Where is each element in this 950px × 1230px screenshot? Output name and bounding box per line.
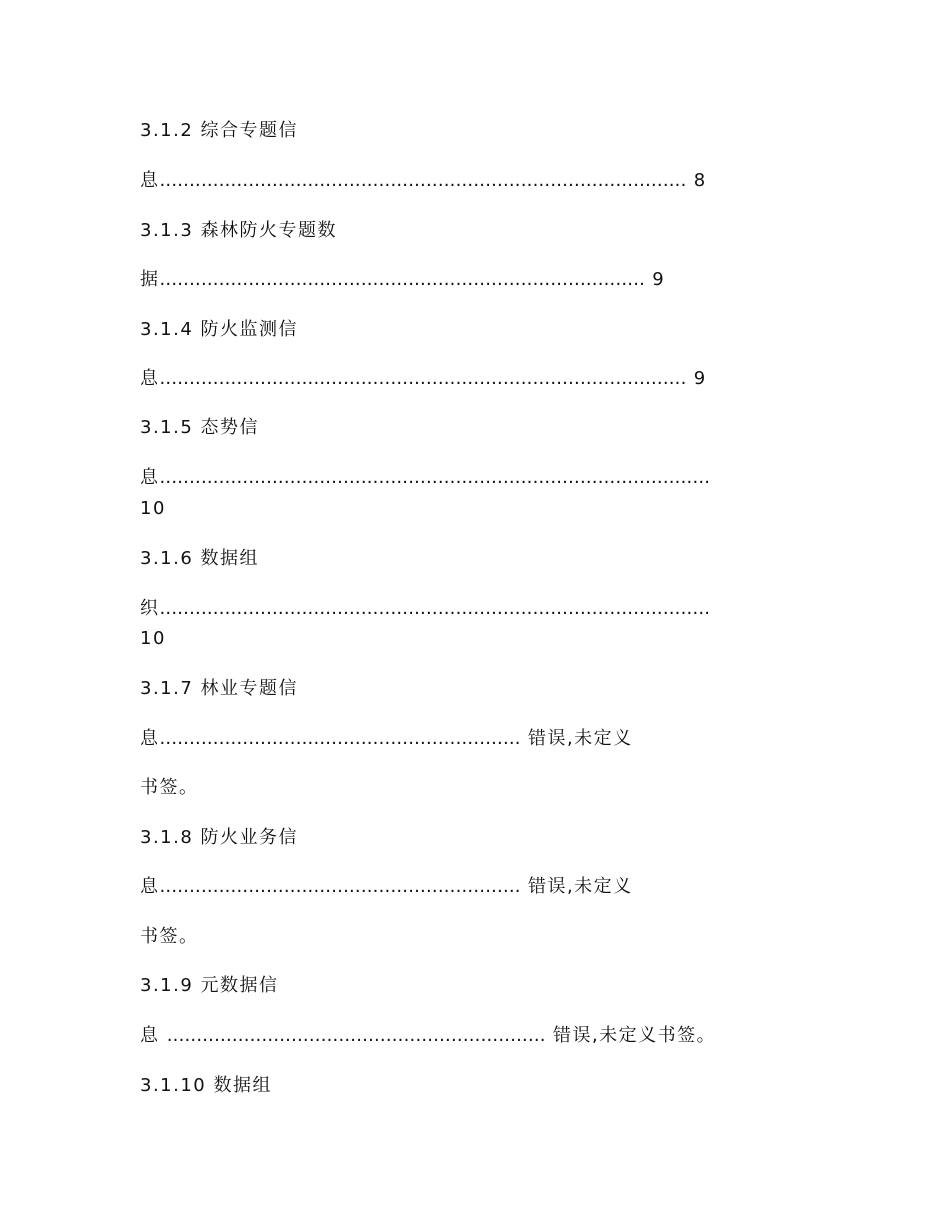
toc-heading: 3.1.10 数据组	[140, 1075, 272, 1096]
toc-heading: 3.1.6 数据组	[140, 548, 260, 569]
toc-lead: 据	[140, 269, 160, 290]
toc-error-text: 错误,未定义	[520, 876, 633, 897]
toc-entry-line[interactable]	[140, 367, 707, 391]
toc-heading: 3.1.2 综合专题信	[140, 120, 299, 141]
toc-heading: 3.1.5 态势信	[140, 417, 260, 438]
toc-leader-dots: .........................................................................................	[159, 368, 687, 389]
toc-lead: 息	[140, 1025, 167, 1046]
toc-leader-dots: .............................................................................................	[159, 467, 711, 488]
toc-lead: 织	[140, 598, 160, 619]
toc-heading: 3.1.4 防火监测信	[140, 319, 299, 340]
toc-error-text-continued: 书签。	[140, 777, 199, 798]
toc-entry-line[interactable]	[140, 466, 710, 490]
toc-entry-line[interactable]	[140, 727, 633, 751]
toc-leader-dots: ..................................................................................	[159, 269, 646, 290]
toc-leader-dots: .........................................................................................	[159, 170, 687, 191]
toc-heading: 3.1.3 森林防火专题数	[140, 220, 338, 241]
toc-lead: 息	[140, 728, 160, 749]
toc-page-number: 8	[686, 170, 707, 191]
toc-page-number: 10	[140, 498, 166, 519]
toc-error-text: 错误,未定义书签。	[545, 1025, 717, 1046]
toc-entry-line[interactable]	[140, 597, 710, 621]
toc-entry-line[interactable]	[140, 169, 707, 193]
toc-lead: 息	[140, 876, 160, 897]
toc-heading: 3.1.9 元数据信	[140, 975, 279, 996]
toc-page-number: 10	[140, 628, 166, 649]
toc-leader-dots: .............................................................	[159, 728, 521, 749]
toc-leader-dots: .............................................................	[159, 876, 521, 897]
toc-entry-line[interactable]	[140, 875, 633, 899]
toc-page-number: 9	[645, 269, 666, 290]
toc-entry-line[interactable]	[140, 268, 665, 292]
toc-error-text: 错误,未定义	[520, 728, 633, 749]
toc-heading: 3.1.7 林业专题信	[140, 678, 299, 699]
toc-lead: 息	[140, 467, 160, 488]
toc-lead: 息	[140, 368, 160, 389]
toc-leader-dots: ................................................................	[166, 1025, 546, 1046]
toc-page-number: 9	[686, 368, 707, 389]
toc-lead: 息	[140, 170, 160, 191]
toc-heading: 3.1.8 防火业务信	[140, 827, 299, 848]
toc-entry-line[interactable]	[140, 1024, 716, 1048]
toc-leader-dots: .............................................................................................	[159, 598, 711, 619]
toc-error-text-continued: 书签。	[140, 926, 199, 947]
